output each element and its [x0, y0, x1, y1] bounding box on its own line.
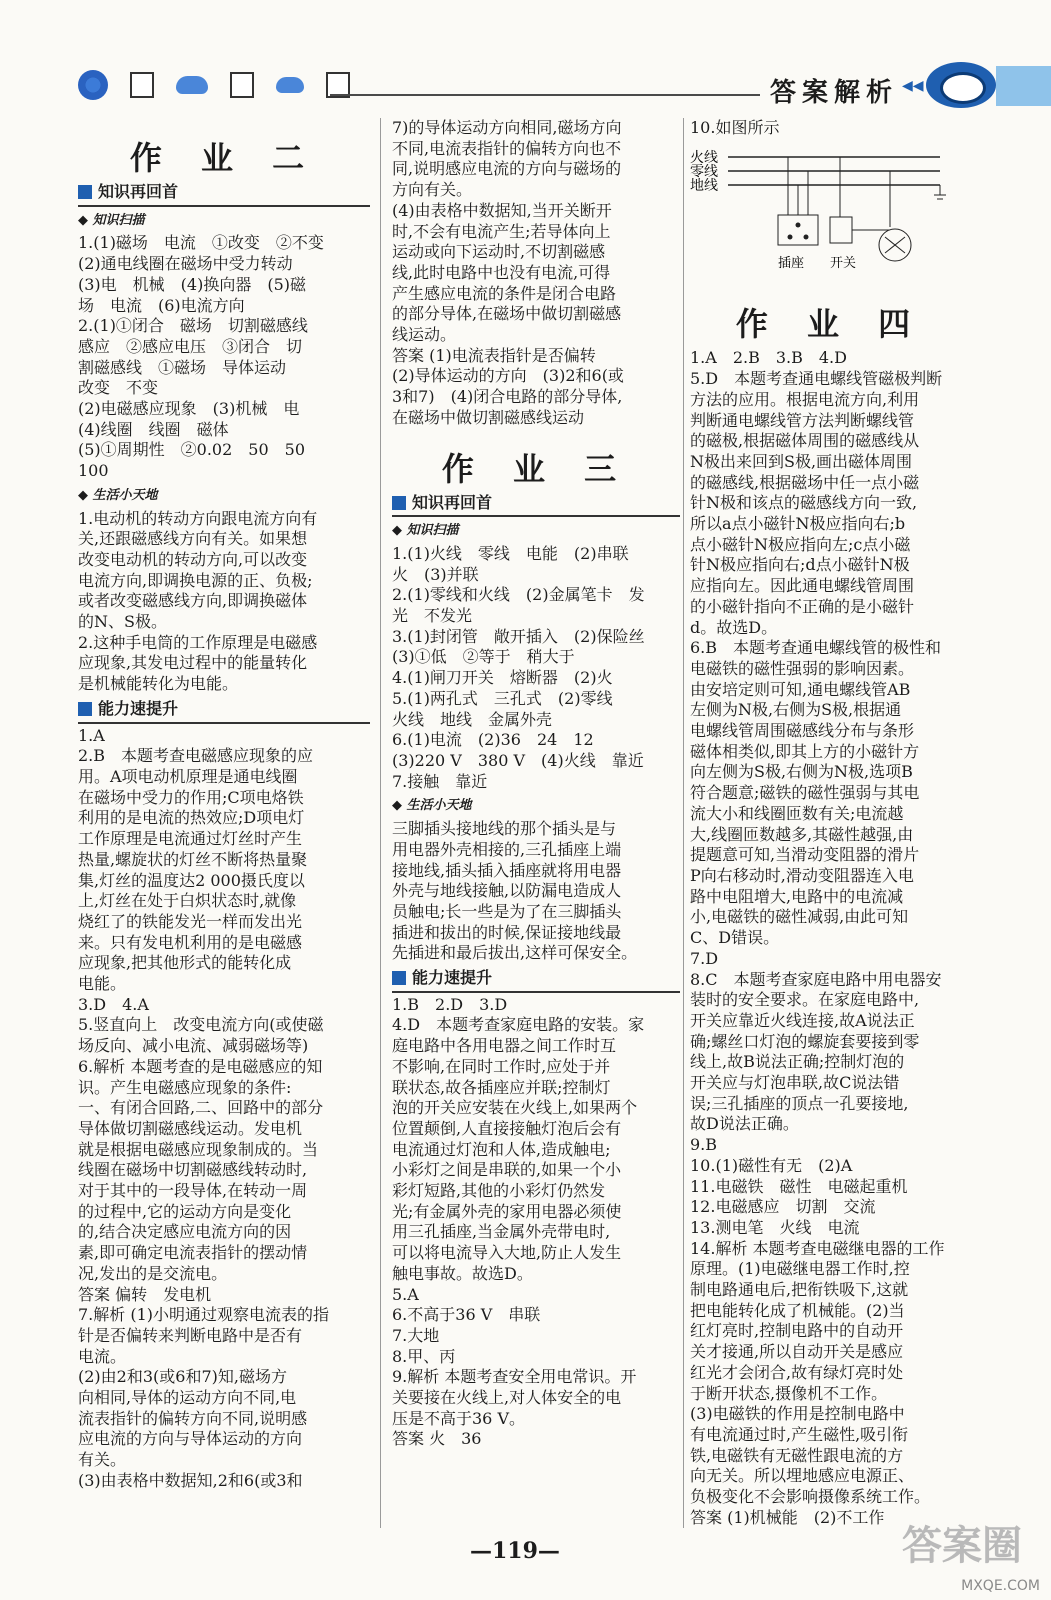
answer-line: 有关。 [78, 1450, 127, 1470]
answer-line: 的小磁针指向不正确的是小磁针 [690, 596, 915, 616]
answer-line: 位置颠倒,人直接接触灯泡后会有 [392, 1118, 622, 1138]
answer-line: 的磁极,根据磁体周围的磁感线从 [690, 431, 920, 451]
answer-line: 插进和拔出的时候,保证接地线最 [392, 922, 622, 942]
answer-line: 开关应与灯泡串联,故C说法错 [690, 1073, 900, 1093]
answer-line: 9.B [690, 1135, 718, 1155]
answer-line: 流表指针的偏转方向不同,说明感 [78, 1408, 308, 1428]
answer-line: 压是不高于36 V。 [392, 1408, 526, 1428]
answer-line: 用电器外壳相接的,三孔插座上端 [392, 839, 622, 859]
answer-line: 2.(1)零线和火线 (2)金属笔卡 发 [392, 585, 645, 605]
answer-line: 7)的导体运动方向相同,磁场方向 [392, 118, 622, 137]
answer-line: 时,不会有电流产生;若导体向上 [392, 221, 611, 241]
answer-line: 应现象,把其他形式的能转化成 [78, 953, 292, 973]
answer-line: 素,即可确定电流表指针的摆动情 [78, 1243, 308, 1263]
answer-line: (2)电磁感应现象 (3)机械 电 [78, 399, 300, 419]
answer-line: 光;有金属外壳的家用电器必须使 [392, 1201, 622, 1221]
answer-line: 线,此时电路中也没有电流,可得 [392, 262, 611, 282]
answer-line: 集,灯丝的温度达2 000摄氏度以 [78, 870, 305, 890]
answer-line: 况,发出的是交流电。 [78, 1263, 228, 1283]
answer-line: 针是否偏转来判断电路中是否有 [78, 1325, 303, 1345]
answer-line: 1.B 2.D 3.D [392, 994, 508, 1014]
header-band [996, 66, 1051, 106]
answer-line: 判断通电螺线管方法判断螺线管 [690, 410, 915, 430]
answer-line: 把电能转化成了机械能。(2)当 [690, 1300, 905, 1320]
section-label: 知识再回首 [412, 492, 493, 512]
answer-line: 的,结合决定感应电流方向的因 [78, 1222, 292, 1242]
column-1 [78, 118, 370, 1492]
answer-line: 联状态,故各插座应并联;控制灯 [392, 1077, 611, 1097]
answer-line: 7.接触 靠近 [392, 771, 488, 791]
answer-line: 有电流通过时,产生磁性,吸引衔 [690, 1424, 909, 1444]
answer-line: 向相同,导体的运动方向不同,电 [78, 1388, 297, 1408]
answer-line: 场反向、减小电流、减弱磁场等) [78, 1036, 309, 1056]
section-label: 能力速提升 [98, 698, 179, 718]
answer-line: 针N极和该点的磁感线方向一致, [690, 493, 918, 513]
answer-line: 点小磁针N极应指向左;c点小磁 [690, 534, 911, 554]
square-bullet-icon [78, 702, 92, 716]
wire-label: 零线 [690, 163, 718, 180]
answer-line: 关才接通,所以自动开关是感应 [690, 1342, 904, 1362]
answer-line: 14.解析 本题考查电磁继电器的工作 [690, 1238, 945, 1258]
rain-cloud-icon [276, 77, 304, 93]
cloud-icon [176, 76, 208, 94]
answer-line: 5.(1)两孔式 三孔式 (2)零线 [392, 688, 613, 708]
watermark [858, 1508, 1048, 1598]
socket-hole [804, 234, 809, 239]
subsection-label: ◆ 生活小天地 [392, 798, 472, 814]
answer-line: 11.电磁铁 磁性 电磁起重机 [690, 1176, 908, 1196]
answer-line: 对于其中的一段导体,在转动一周 [78, 1181, 308, 1201]
answer-line: 接地线,插头插入插座就将用电器 [392, 860, 622, 880]
answer-line: 红灯亮时,控制电路中的自动开 [690, 1321, 904, 1341]
answer-line: 100 [78, 461, 109, 481]
answer-line: 应现象,其发电过程中的能量转化 [78, 653, 308, 673]
socket-hole [788, 234, 793, 239]
answer-line: 6.B 本题考查通电螺线管的极性和 [690, 638, 942, 658]
answer-line: 大,线圈匝数越多,其磁性越强,由 [690, 824, 914, 844]
answer-line: 3.(1)封闭管 敞开插入 (2)保险丝 [392, 626, 645, 646]
answer-line: 上,灯丝在处于白炽状态时,就像 [78, 891, 297, 911]
assignment-title: 作 业 二 [129, 139, 319, 177]
answer-line: 10.如图所示 [690, 118, 780, 137]
column-divider [380, 118, 381, 1528]
answer-line: 的部分导体,在磁场中做切割磁感 [392, 304, 622, 324]
checkbox-icon [130, 72, 154, 98]
answer-line: 针N极应指向右;d点小磁针N极 [690, 555, 910, 575]
assignment-title: 作 业 三 [441, 449, 631, 488]
answer-line: 在磁场中受力的作用;C项电烙铁 [78, 787, 304, 807]
answer-line: 火线 地线 金属外壳 [392, 709, 553, 729]
answer-line: 线运动。 [392, 325, 457, 345]
answer-line: 8.甲、丙 [392, 1346, 456, 1366]
answer-line: 由安培定则可知,通电螺线管AB [690, 679, 911, 699]
answer-line: 改变 不变 [78, 378, 159, 398]
checkbox-icon [230, 72, 254, 98]
answer-line: 员触电;长一些是为了在三脚插头 [392, 901, 622, 921]
answer-line: 电螺线管周围磁感线分布与条形 [690, 721, 915, 741]
answer-line: 不同,电流表指针的偏转方向也不 [392, 138, 622, 158]
answer-line: 1.(1)火线 零线 电能 (2)串联 [392, 543, 629, 563]
answer-line: C、D错误。 [690, 928, 780, 948]
answer-line: 4.(1)闸刀开关 熔断器 (2)火 [392, 668, 613, 688]
answer-line: 识。产生电磁感应现象的条件: [78, 1077, 292, 1097]
answer-line: 6.不高于36 V 串联 [392, 1305, 541, 1325]
answer-line: 割磁感线 ①磁场 导体运动 [78, 357, 287, 377]
answer-line: 10.(1)磁性有无 (2)A [690, 1155, 853, 1175]
answer-line: 装时的安全要求。在家庭电路中, [690, 990, 920, 1010]
socket-label: 插座 [778, 255, 805, 271]
answer-line: N极出来回到S极,画出磁体周围 [690, 451, 913, 471]
answer-line: 制电路通电后,把衔铁吸下,这就 [690, 1280, 909, 1300]
answer-line: 1.A [78, 725, 105, 745]
column-divider [683, 118, 684, 1528]
answer-line: (3)电 机械 (4)换向器 (5)磁 [78, 274, 306, 294]
answer-line: 来。只有发电机利用的是电磁感 [78, 932, 303, 952]
answer-line: 红光才会闭合,故有绿灯亮时处 [690, 1362, 904, 1382]
answer-line: 开关应靠近火线连接,故A说法正 [690, 1010, 915, 1030]
column-2 [392, 118, 680, 1450]
section-label: 知识再回首 [98, 182, 179, 201]
answer-line: 7.解析 (1)小明通过观察电流表的指 [78, 1305, 330, 1325]
answer-line: 提题意可知,当滑动变阻器的滑片 [690, 845, 920, 865]
answer-line: 向无关。所以埋地感应电源正、 [690, 1466, 915, 1486]
answer-line: 运动或向下运动时,不切割磁感 [392, 242, 606, 262]
switch-icon [830, 217, 852, 243]
answer-line: 故D说法正确。 [690, 1114, 799, 1134]
assignment-title: 作 业 四 [735, 305, 925, 344]
answer-line: 庭电路中各用电器之间工作时互 [392, 1036, 617, 1056]
answer-line: (5)①周期性 ②0.02 50 50 [78, 440, 306, 460]
answer-line: 1.电动机的转动方向跟电流方向有 [78, 508, 318, 528]
answer-line: 外壳与地线接触,以防漏电造成人 [392, 881, 622, 901]
answer-line: 2.(1)①闭合 磁场 切割磁感线 [78, 316, 308, 336]
watermark-logo: 答案圈 [902, 1523, 1022, 1569]
answer-line: (2)通电线圈在磁场中受力转动 [78, 254, 293, 274]
header-rule [330, 94, 760, 96]
answer-line: P向右移动时,滑动变阻器连入电 [690, 865, 914, 885]
answer-line: 小,电磁铁的磁性减弱,由此可知 [690, 907, 909, 927]
square-bullet-icon [392, 496, 406, 510]
answer-line: 3和7) (4)闭合电路的部分导体, [392, 387, 623, 407]
answer-line: (3)电磁铁的作用是控制电路中 [690, 1404, 905, 1424]
answer-line: 热量,螺旋状的灯丝不断将热量聚 [78, 849, 308, 869]
answer-line: 向左侧为S极,右侧为N极,选项B [690, 762, 913, 782]
answer-line: 泡的开关应安装在火线上,如果两个 [392, 1098, 638, 1118]
socket-hole [796, 222, 801, 227]
answer-line: 用。A项电动机原理是通电线圈 [78, 766, 298, 786]
answer-line: 1.A 2.B 3.B 4.D [690, 348, 847, 368]
square-bullet-icon [392, 971, 406, 985]
section-header [78, 699, 370, 724]
answer-line: 电能。 [78, 974, 127, 994]
answer-line: 2.这种手电筒的工作原理是电磁感 [78, 632, 318, 652]
answer-line: 误;三孔插座的顶点一孔要接地, [690, 1093, 909, 1113]
answer-line: 关要接在火线上,对人体安全的电 [392, 1388, 622, 1408]
answer-line: 电流通过灯泡和人体,造成触电; [392, 1139, 611, 1159]
answer-line: 感应 ②感应电压 ③闭合 切 [78, 336, 303, 356]
answer-line: 电流。 [78, 1346, 127, 1366]
answer-line: 线圈在磁场中切割磁感线转动时, [78, 1160, 308, 1180]
answer-line: 磁体相类似,即其上方的小磁针方 [690, 741, 920, 761]
answer-line: 改变电动机的转动方向,可以改变 [78, 549, 308, 569]
answer-line: (3)由表格中数据知,2和6(或3和 [78, 1470, 303, 1490]
answer-line: 1.(1)磁场 电流 ①改变 ②不变 [78, 233, 324, 253]
subsection-label: ◆ 知识扫描 [78, 212, 145, 228]
answer-line: 答案 火 36 [392, 1429, 482, 1449]
wire-label: 火线 [690, 149, 718, 166]
square-bullet-icon [78, 185, 92, 199]
header-icon-row [78, 70, 350, 100]
answer-line: 同,说明感应电流的方向与磁场的 [392, 159, 622, 179]
answer-line: 的N、S极。 [78, 612, 167, 632]
answer-line: 于断开状态,摄像机不工作。 [690, 1383, 888, 1403]
section-header [392, 968, 680, 993]
answer-line: 电流方向,即调换电源的正、负极; [78, 570, 313, 590]
subsection-label: ◆ 知识扫描 [392, 523, 459, 539]
answer-line: 关,还跟磁感线方向有关。如果想 [78, 529, 308, 549]
answer-line: 工作原理是电流通过灯丝时产生 [78, 829, 303, 849]
answer-line: 方向有关。 [392, 180, 473, 200]
answer-line: 6.(1)电流 (2)36 24 12 [392, 730, 594, 750]
publisher-logo-icon [926, 62, 996, 108]
answer-line: 流大小和线圈匝数有关;电流越 [690, 803, 904, 823]
answer-line: 3.D 4.A [78, 994, 149, 1014]
switch-label: 开关 [830, 255, 857, 271]
answer-line: 可以将电流导入大地,防止人发生 [392, 1243, 622, 1263]
sun-icon [78, 70, 108, 100]
answer-line: (2)导体运动的方向 (3)2和6(或 [392, 366, 624, 386]
wire-label: 地线 [690, 177, 718, 194]
answer-line: 是机械能转化为电能。 [78, 674, 239, 694]
answer-line: 先插进和最后拔出,这样可保安全。 [392, 943, 638, 963]
answer-line: (4)由表格中数据知,当开关断开 [392, 200, 612, 220]
page-header [0, 0, 1051, 112]
answer-line: 负极变化不会影响摄像系统工作。 [690, 1487, 931, 1507]
answer-line: 小彩灯之间是串联的,如果一个小 [392, 1160, 622, 1180]
answer-line: (3)220 V 380 V (4)火线 靠近 [392, 750, 644, 770]
answer-line: 的磁感线,根据磁场中任一点小磁 [690, 472, 920, 492]
answer-line: 12.电磁感应 切割 交流 [690, 1197, 876, 1217]
answer-line: d。故选D。 [690, 617, 778, 637]
answer-line: 利用的是电流的热效应;D项电灯 [78, 808, 305, 828]
answer-line: 导体做切割磁感线运动。发电机 [78, 1118, 303, 1138]
answer-line: 9.解析 本题考查安全用电常识。开 [392, 1367, 637, 1387]
answer-line: 原理。(1)电磁继电器工作时,控 [690, 1259, 910, 1279]
answer-line: 烧红了的铁能发光一样而发出光 [78, 911, 303, 931]
page-number: —119— [470, 1538, 560, 1564]
answer-line: 光 不发光 [392, 606, 473, 626]
answer-line: 确;螺丝口灯泡的螺旋套要接到零 [690, 1031, 920, 1051]
answer-line: 5.A [392, 1284, 419, 1304]
answer-line: 不影响,在同时工作时,应处于并 [392, 1056, 611, 1076]
answer-line: 彩灯短路,其他的小彩灯仍然发 [392, 1181, 606, 1201]
answer-line: 或者改变磁感线方向,即调换磁体 [78, 591, 308, 611]
answer-line: 线上,故B说法正确;控制灯泡的 [690, 1052, 905, 1072]
answer-line: 左侧为N极,右侧为S极,根据通 [690, 700, 902, 720]
answer-line: 的过程中,它的运动方向是变化 [78, 1201, 292, 1221]
answer-line: 应指向左。因此通电螺线管周围 [690, 576, 915, 596]
column-3 [690, 118, 970, 1528]
answer-line: 路中电阻增大,电路中的电流减 [690, 886, 904, 906]
answer-line: 7.D [690, 948, 719, 968]
answer-line: 铁,电磁铁有无磁性跟电流的方 [690, 1445, 904, 1465]
subsection-label: ◆ 生活小天地 [78, 487, 158, 503]
answer-line: 应电流的方向与导体运动的方向 [78, 1429, 303, 1449]
answer-line: 三脚插头接地线的那个插头是与 [392, 819, 617, 839]
answer-line: 场 电流 (6)电流方向 [78, 295, 245, 315]
answer-line: 2.B 本题考查电磁感应现象的应 [78, 746, 314, 766]
answer-line: 6.解析 本题考查的是电磁感应的知 [78, 1056, 323, 1076]
answer-line: 火 (3)并联 [392, 564, 479, 584]
answer-line: 13.测电笔 火线 电流 [690, 1217, 860, 1237]
socket-icon [778, 215, 818, 245]
answer-line: 触电事故。故选D。 [392, 1263, 533, 1283]
answer-line: 一、有闭合回路,二、回路中的部分 [78, 1098, 324, 1118]
answer-line: (2)由2和3(或6和7)知,磁场方 [78, 1367, 287, 1387]
answer-line: 5.D 本题考查通电螺线管磁极判断 [690, 369, 943, 389]
answer-line: 8.C 本题考查家庭电路中用电器安 [690, 969, 942, 989]
arrow-icon: ◀◀ [902, 78, 924, 94]
answer-line: 在磁场中做切割磁感线运动 [392, 407, 585, 427]
answer-line: 答案 (1)电流表指针是否偏转 [392, 345, 596, 365]
answer-line: 7.大地 [392, 1325, 440, 1345]
answer-line: 所以a点小磁针N极应指向右;b [690, 514, 906, 534]
answer-line: 电磁铁的磁性强弱的影响因素。 [690, 658, 915, 678]
header-title: 答案解析 [770, 78, 899, 108]
answer-line: 符合题意;磁铁的磁性强弱与其电 [690, 783, 920, 803]
answer-line: 4.D 本题考查家庭电路的安装。家 [392, 1015, 645, 1035]
section-header [78, 182, 370, 207]
answer-line: (4)线圈 线圈 磁体 [78, 419, 229, 439]
section-header [392, 493, 680, 518]
answer-line: 5.竖直向上 改变电流方向(或使磁 [78, 1015, 324, 1035]
section-label: 能力速提升 [412, 968, 493, 988]
answer-line: 就是根据电磁感应现象制成的。当 [78, 1139, 319, 1159]
answer-line: 方法的应用。根据电流方向,利用 [690, 389, 920, 409]
answer-line: 用三孔插座,当金属外壳带电时, [392, 1222, 611, 1242]
answer-line: (3)①低 ②等于 稍大于 [392, 647, 575, 667]
household-circuit-diagram [690, 145, 950, 275]
answer-line: 答案 偏转 发电机 [78, 1284, 212, 1304]
answer-line: 答案 (1)机械能 (2)不工作 [690, 1507, 885, 1527]
watermark-url: MXQE.COM [961, 1578, 1040, 1594]
answer-line: 产生感应电流的条件是闭合电路 [392, 283, 617, 303]
